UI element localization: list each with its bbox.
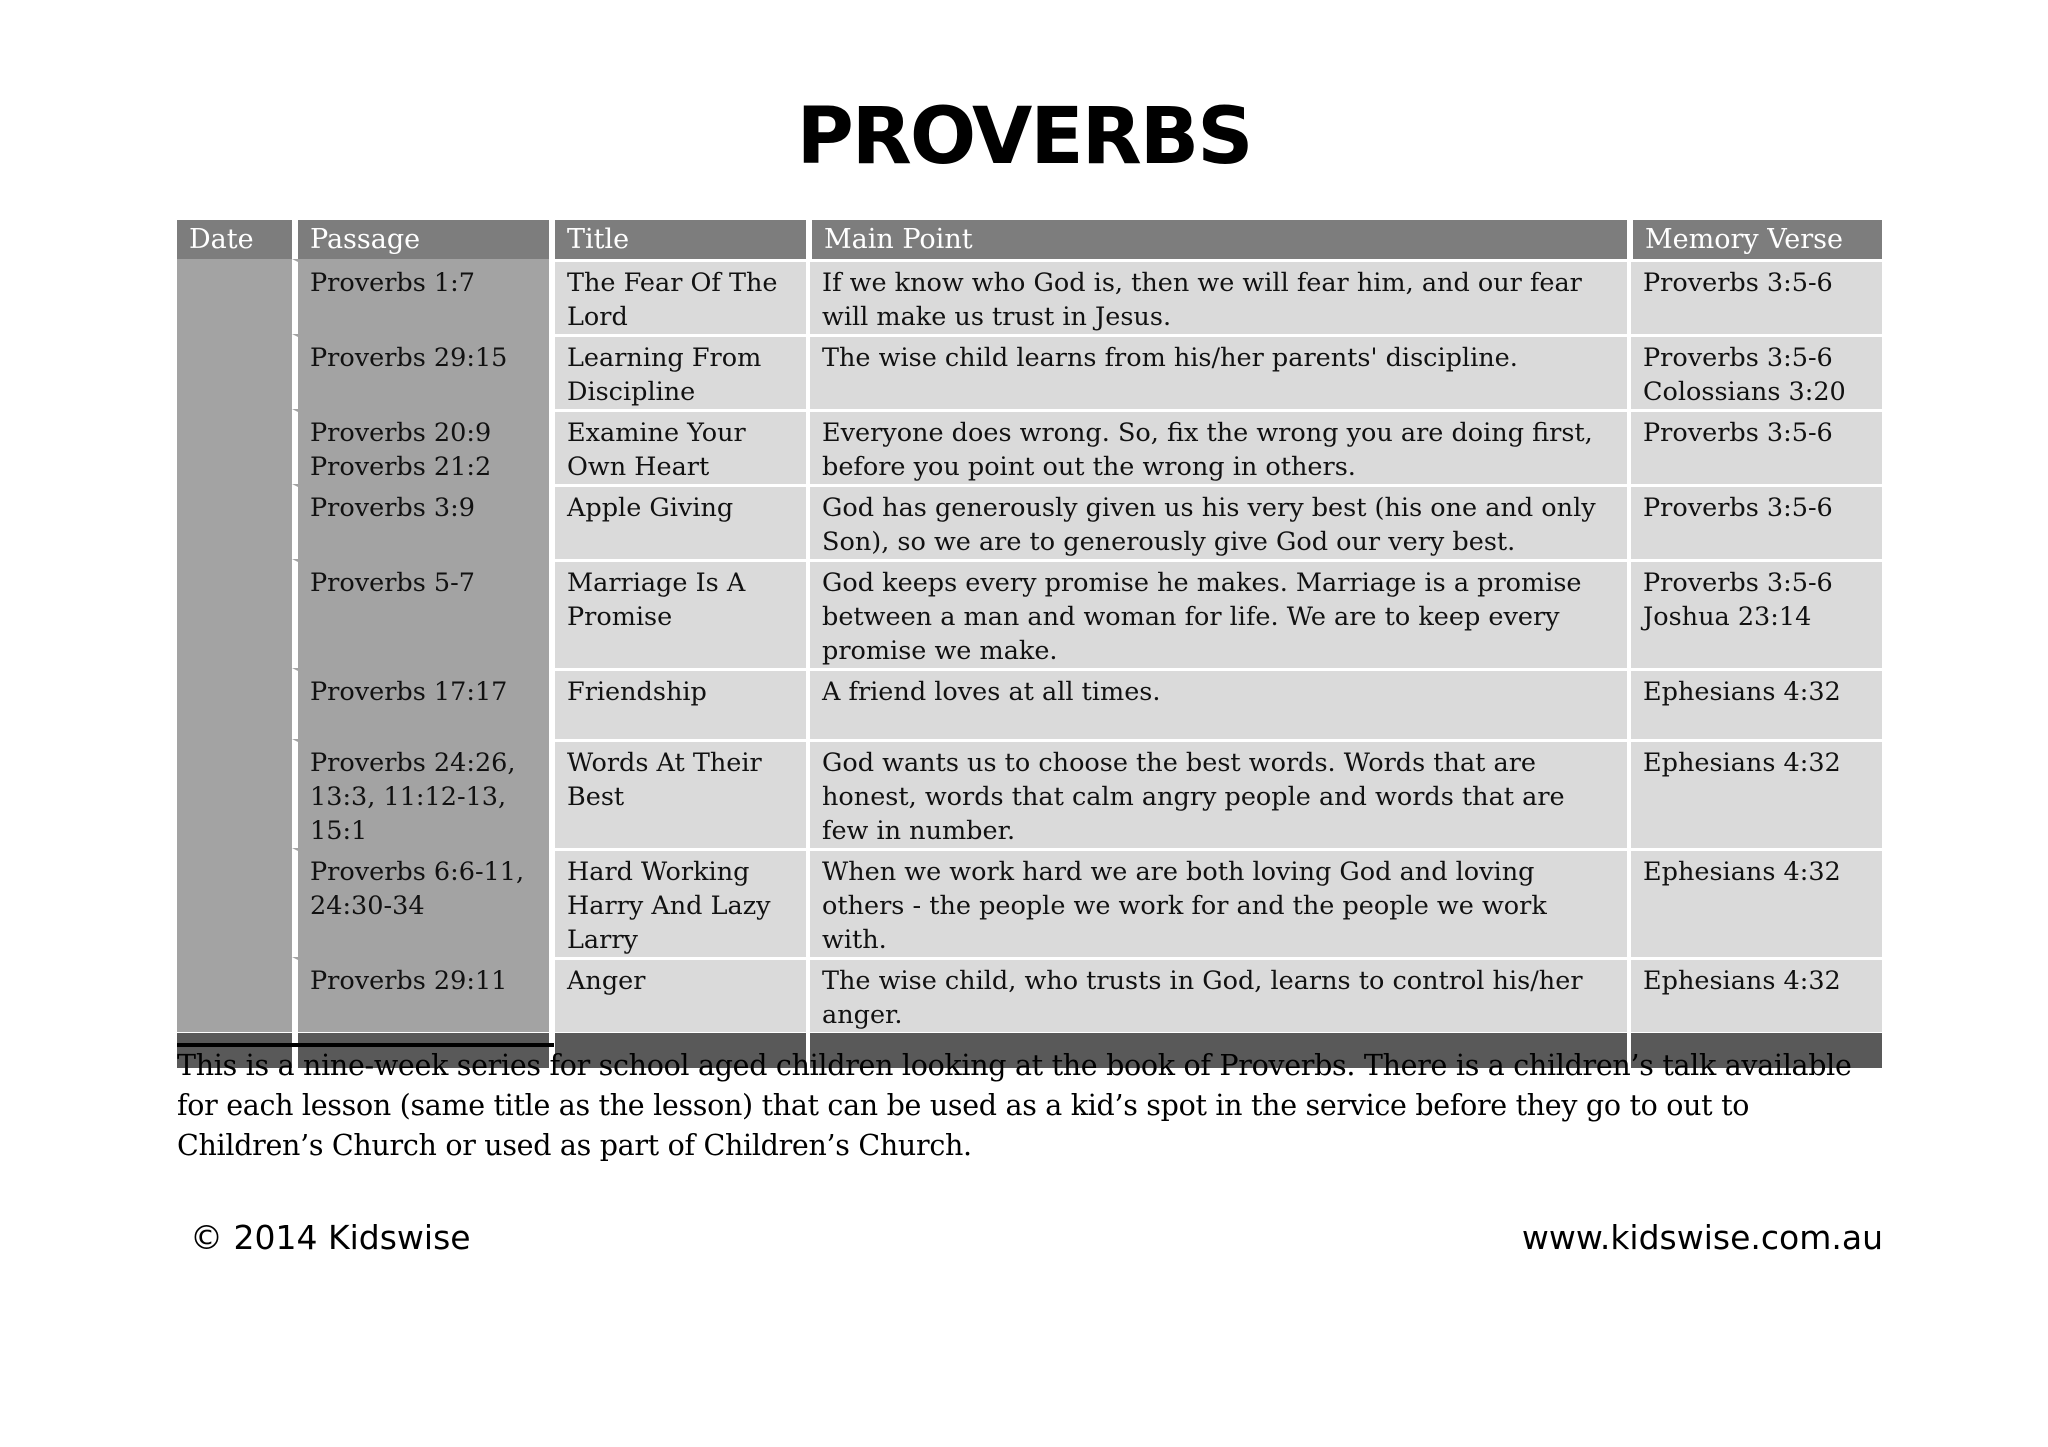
memory-verse-cell: Proverbs 3:5-6 Joshua 23:14 xyxy=(1627,559,1882,668)
main-point-cell: When we work hard we are both loving God and loving others - the people we work for and the people we work with. xyxy=(806,848,1627,957)
series-description: This is a nine-week series for school aged children looking at the book of Proverbs. There is a children’s talk available for each lesson (same title as the lesson) that can be used as a kid’s spot in the service before they go to out to Children’s Church or used as part of Children’s Church. xyxy=(177,1049,1852,1162)
date-cell xyxy=(177,484,292,559)
date-cell xyxy=(177,739,292,848)
main-point-cell: A friend loves at all times. xyxy=(806,668,1627,739)
passage-cell: Proverbs 20:9 Proverbs 21:2 xyxy=(292,409,549,484)
date-cell xyxy=(177,848,292,957)
title-cell: Marriage Is A Promise xyxy=(549,559,806,668)
table-row xyxy=(177,334,1882,409)
date-cell xyxy=(177,559,292,668)
title-cell: Anger xyxy=(549,957,806,1032)
table-row xyxy=(177,484,1882,559)
column-header-passage: Passage xyxy=(292,220,549,259)
main-point-cell: The wise child learns from his/her parents' discipline. xyxy=(806,334,1627,409)
memory-verse-cell: Ephesians 4:32 xyxy=(1627,668,1882,739)
copyright-notice: © 2014 Kidswise xyxy=(190,1218,471,1257)
memory-verse-cell: Ephesians 4:32 xyxy=(1627,848,1882,957)
date-cell xyxy=(177,957,292,1032)
table-row xyxy=(177,259,1882,334)
table-header-row xyxy=(177,220,1882,259)
passage-cell: Proverbs 24:26, 13:3, 11:12-13, 15:1 xyxy=(292,739,549,848)
table-row xyxy=(177,957,1882,1032)
main-point-cell: Everyone does wrong. So, fix the wrong you are doing first, before you point out the wrong in others. xyxy=(806,409,1627,484)
column-header-title: Title xyxy=(549,220,806,259)
title-cell: Learning From Discipline xyxy=(549,334,806,409)
passage-cell: Proverbs 6:6-11, 24:30-34 xyxy=(292,848,549,957)
title-cell: Words At Their Best xyxy=(549,739,806,848)
passage-cell: Proverbs 29:11 xyxy=(292,957,549,1032)
memory-verse-cell: Ephesians 4:32 xyxy=(1627,957,1882,1032)
main-point-cell: The wise child, who trusts in God, learns to control his/her anger. xyxy=(806,957,1627,1032)
column-header-memory-verse: Memory Verse xyxy=(1627,220,1882,259)
memory-verse-cell: Proverbs 3:5-6 xyxy=(1627,484,1882,559)
passage-cell: Proverbs 17:17 xyxy=(292,668,549,739)
memory-verse-cell: Proverbs 3:5-6 xyxy=(1627,409,1882,484)
table-row xyxy=(177,739,1882,848)
passage-cell: Proverbs 3:9 xyxy=(292,484,549,559)
memory-verse-cell: Proverbs 3:5-6 xyxy=(1627,259,1882,334)
passage-cell: Proverbs 5-7 xyxy=(292,559,549,668)
main-point-cell: God keeps every promise he makes. Marriage is a promise between a man and woman for life. We are to keep every promise we make. xyxy=(806,559,1627,668)
table-row xyxy=(177,409,1882,484)
passage-cell: Proverbs 29:15 xyxy=(292,334,549,409)
page-title: PROVERBS xyxy=(796,92,1252,182)
title-cell: Friendship xyxy=(549,668,806,739)
column-header-main-point: Main Point xyxy=(806,220,1627,259)
title-cell: The Fear Of The Lord xyxy=(549,259,806,334)
main-point-cell: God wants us to choose the best words. Words that are honest, words that calm angry people and words that are few in number. xyxy=(806,739,1627,848)
column-header-date: Date xyxy=(177,220,292,259)
memory-verse-cell: Ephesians 4:32 xyxy=(1627,739,1882,848)
table-row xyxy=(177,668,1882,739)
date-cell xyxy=(177,259,292,334)
main-point-cell: God has generously given us his very best (his one and only Son), so we are to generously give God our very best. xyxy=(806,484,1627,559)
memory-verse-cell: Proverbs 3:5-6 Colossians 3:20 xyxy=(1627,334,1882,409)
title-cell: Examine Your Own Heart xyxy=(549,409,806,484)
lesson-schedule-table xyxy=(177,220,1882,1068)
date-cell xyxy=(177,409,292,484)
website-link-text: www.kidswise.com.au xyxy=(1521,1218,1883,1257)
date-cell xyxy=(177,668,292,739)
title-cell: Hard Working Harry And Lazy Larry xyxy=(549,848,806,957)
date-cell xyxy=(177,334,292,409)
table-row xyxy=(177,848,1882,957)
title-cell: Apple Giving xyxy=(549,484,806,559)
table-row xyxy=(177,559,1882,668)
main-point-cell: If we know who God is, then we will fear him, and our fear will make us trust in Jesus. xyxy=(806,259,1627,334)
passage-cell: Proverbs 1:7 xyxy=(292,259,549,334)
